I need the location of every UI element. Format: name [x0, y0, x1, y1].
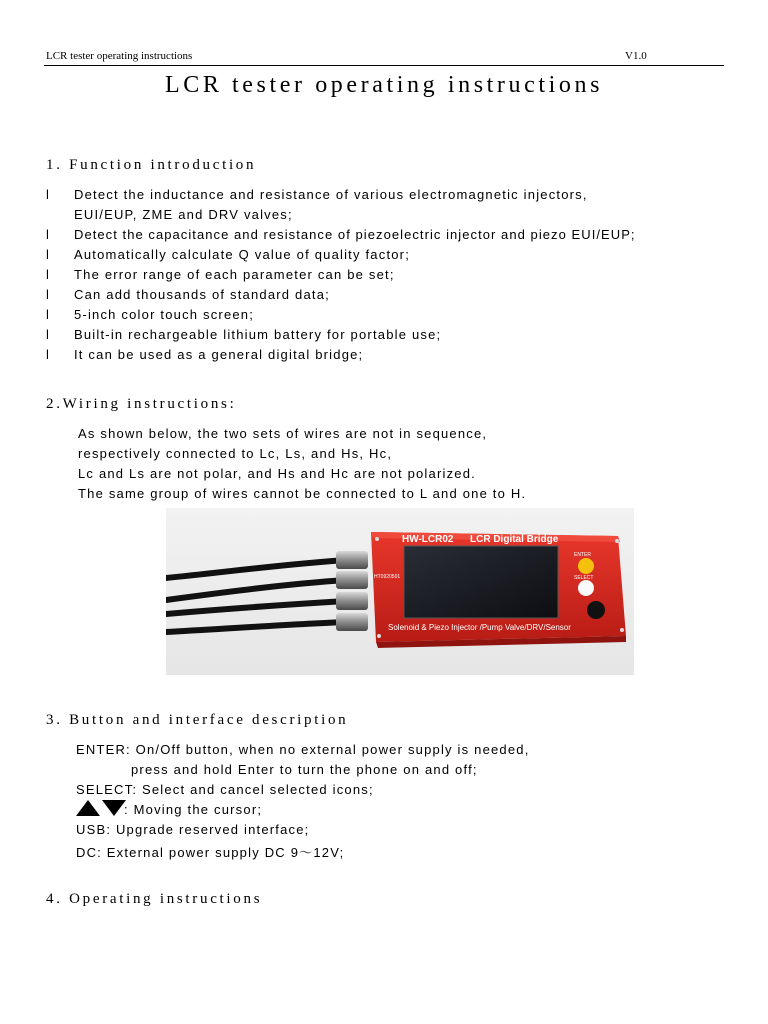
bullet-marker: l	[46, 307, 49, 322]
paragraph-line: respectively connected to Lc, Ls, and Hs, Hc,	[78, 446, 393, 461]
device-photo	[166, 508, 634, 675]
device-footer-label: Solenoid & Piezo Injector /Pump Valve/DRV/Sensor	[388, 623, 571, 632]
serial-label: HT0920501	[374, 574, 401, 580]
header-rule	[44, 65, 724, 66]
section1-heading: 1. Function introduction	[46, 157, 257, 173]
header-title: LCR tester operating instructions	[46, 50, 193, 62]
device-body	[371, 532, 626, 648]
section3-heading: 3. Button and interface description	[46, 712, 349, 728]
bullet-marker: l	[46, 187, 49, 202]
enter-description-continued: press and hold Enter to turn the phone on and off;	[131, 762, 478, 777]
select-description: SELECT: Select and cancel selected icons;	[76, 782, 374, 797]
list-item: Detect the capacitance and resistance of piezoelectric injector and piezo EUI/EUP;	[74, 227, 636, 242]
header-version: V1.0	[625, 50, 647, 62]
document-title: LCR tester operating instructions	[164, 72, 604, 98]
usb-description: USB: Upgrade reserved interface;	[76, 822, 310, 837]
bullet-marker: l	[46, 327, 49, 342]
list-item: Built-in rechargeable lithium battery for portable use;	[74, 327, 442, 342]
bullet-marker: l	[46, 227, 49, 242]
bullet-marker: l	[46, 287, 49, 302]
list-item: Automatically calculate Q value of quality factor;	[74, 247, 411, 262]
dc-description: DC: External power supply DC 9～12V;	[76, 845, 345, 860]
enter-description: ENTER: On/Off button, when no external power supply is needed,	[76, 742, 530, 757]
select-label: SELECT	[574, 575, 594, 581]
cursor-description: : Moving the cursor;	[124, 802, 263, 817]
list-item: Detect the inductance and resistance of various electromagnetic injectors,	[74, 187, 588, 202]
bullet-marker: l	[46, 267, 49, 282]
section4-heading: 4. Operating instructions	[46, 891, 263, 907]
list-item: Can add thousands of standard data;	[74, 287, 330, 302]
list-item: The error range of each parameter can be set;	[74, 267, 395, 282]
list-item: 5-inch color touch screen;	[74, 307, 255, 322]
list-item-continued: EUI/EUP, ZME and DRV valves;	[74, 207, 293, 222]
list-item: It can be used as a general digital bridge;	[74, 347, 364, 362]
device-model-label: HW-LCR02	[402, 534, 454, 545]
paragraph-line: Lc and Ls are not polar, and Hs and Hc are not polarized.	[78, 466, 476, 481]
paragraph-line: As shown below, the two sets of wires are not in sequence,	[78, 426, 488, 441]
device-name-label: LCR Digital Bridge	[470, 534, 559, 545]
up-down-arrow-icon	[76, 798, 126, 818]
bullet-marker: l	[46, 347, 49, 362]
enter-label: ENTER	[574, 552, 591, 558]
paragraph-line: The same group of wires cannot be connected to L and one to H.	[78, 486, 527, 501]
section2-heading: 2.Wiring instructions:	[46, 396, 237, 412]
bullet-marker: l	[46, 247, 49, 262]
